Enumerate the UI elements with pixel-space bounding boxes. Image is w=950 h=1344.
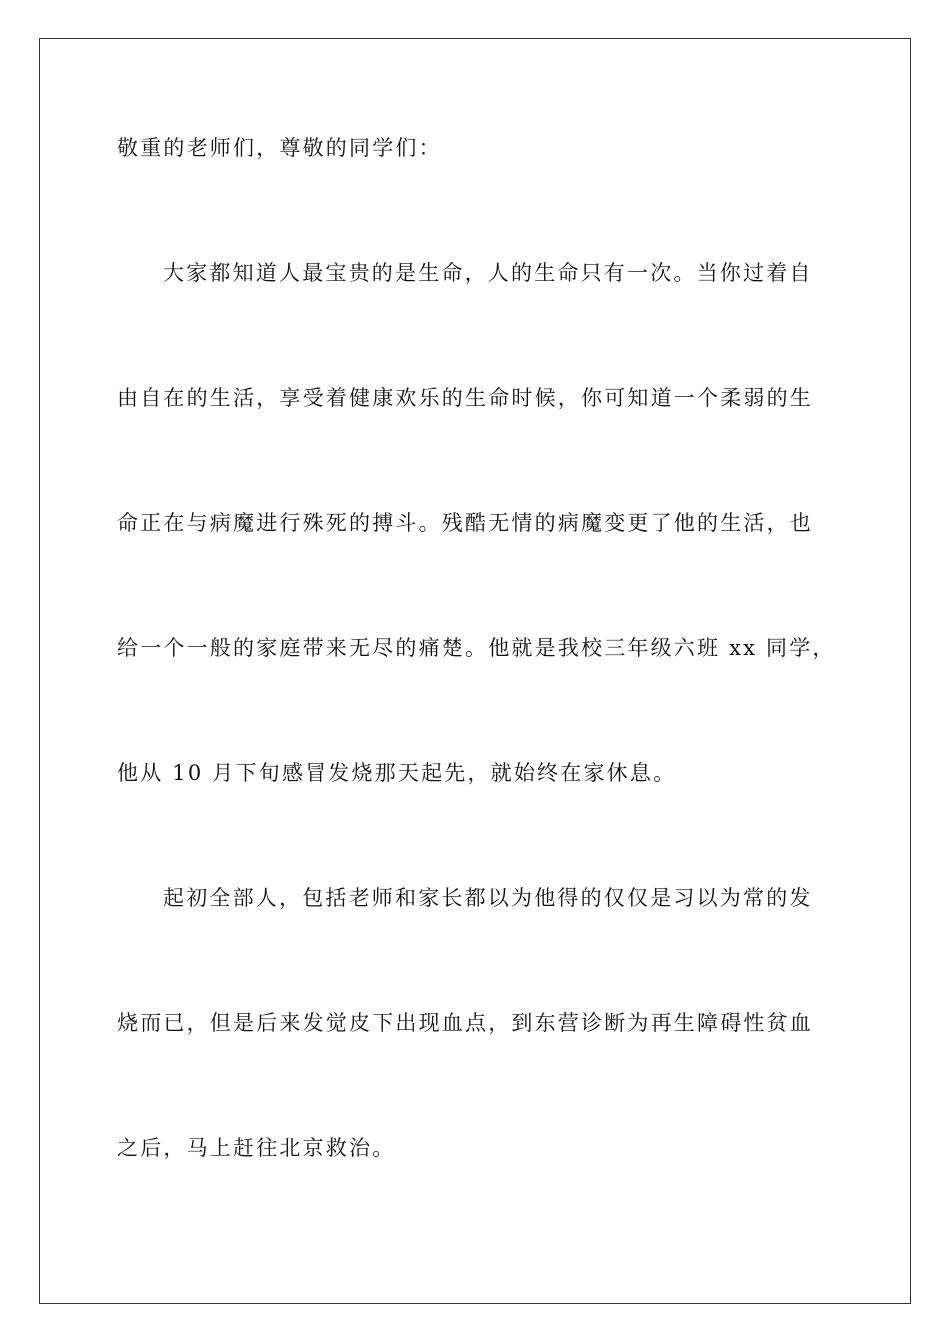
- paragraph-1-line-2: 由自在的生活，享受着健康欢乐的生命时候，你可知道一个柔弱的生: [117, 386, 813, 410]
- paragraph-1-line-3: 命正在与病魔进行殊死的搏斗。残酷无情的病魔变更了他的生活，也: [117, 511, 813, 535]
- paragraph-2-line-3: 之后，马上赶往北京救治。: [117, 1136, 396, 1160]
- paragraph-1-line-1: 大家都知道人最宝贵的是生命，人的生命只有一次。当你过着自: [163, 261, 813, 285]
- page-border: [39, 38, 911, 1304]
- paragraph-1-line-4: 给一个一般的家庭带来无尽的痛楚。他就是我校三年级六班 xx 同学，: [117, 636, 836, 660]
- paragraph-2-line-2: 烧而已，但是后来发觉皮下出现血点，到东营诊断为再生障碍性贫血: [117, 1011, 813, 1035]
- salutation: 敬重的老师们，尊敬的同学们：: [117, 136, 442, 160]
- paragraph-2-line-1: 起初全部人，包括老师和家长都以为他得的仅仅是习以为常的发: [163, 886, 813, 910]
- paragraph-1-line-5: 他从 10 月下旬感冒发烧那天起先，就始终在家休息。: [117, 761, 677, 785]
